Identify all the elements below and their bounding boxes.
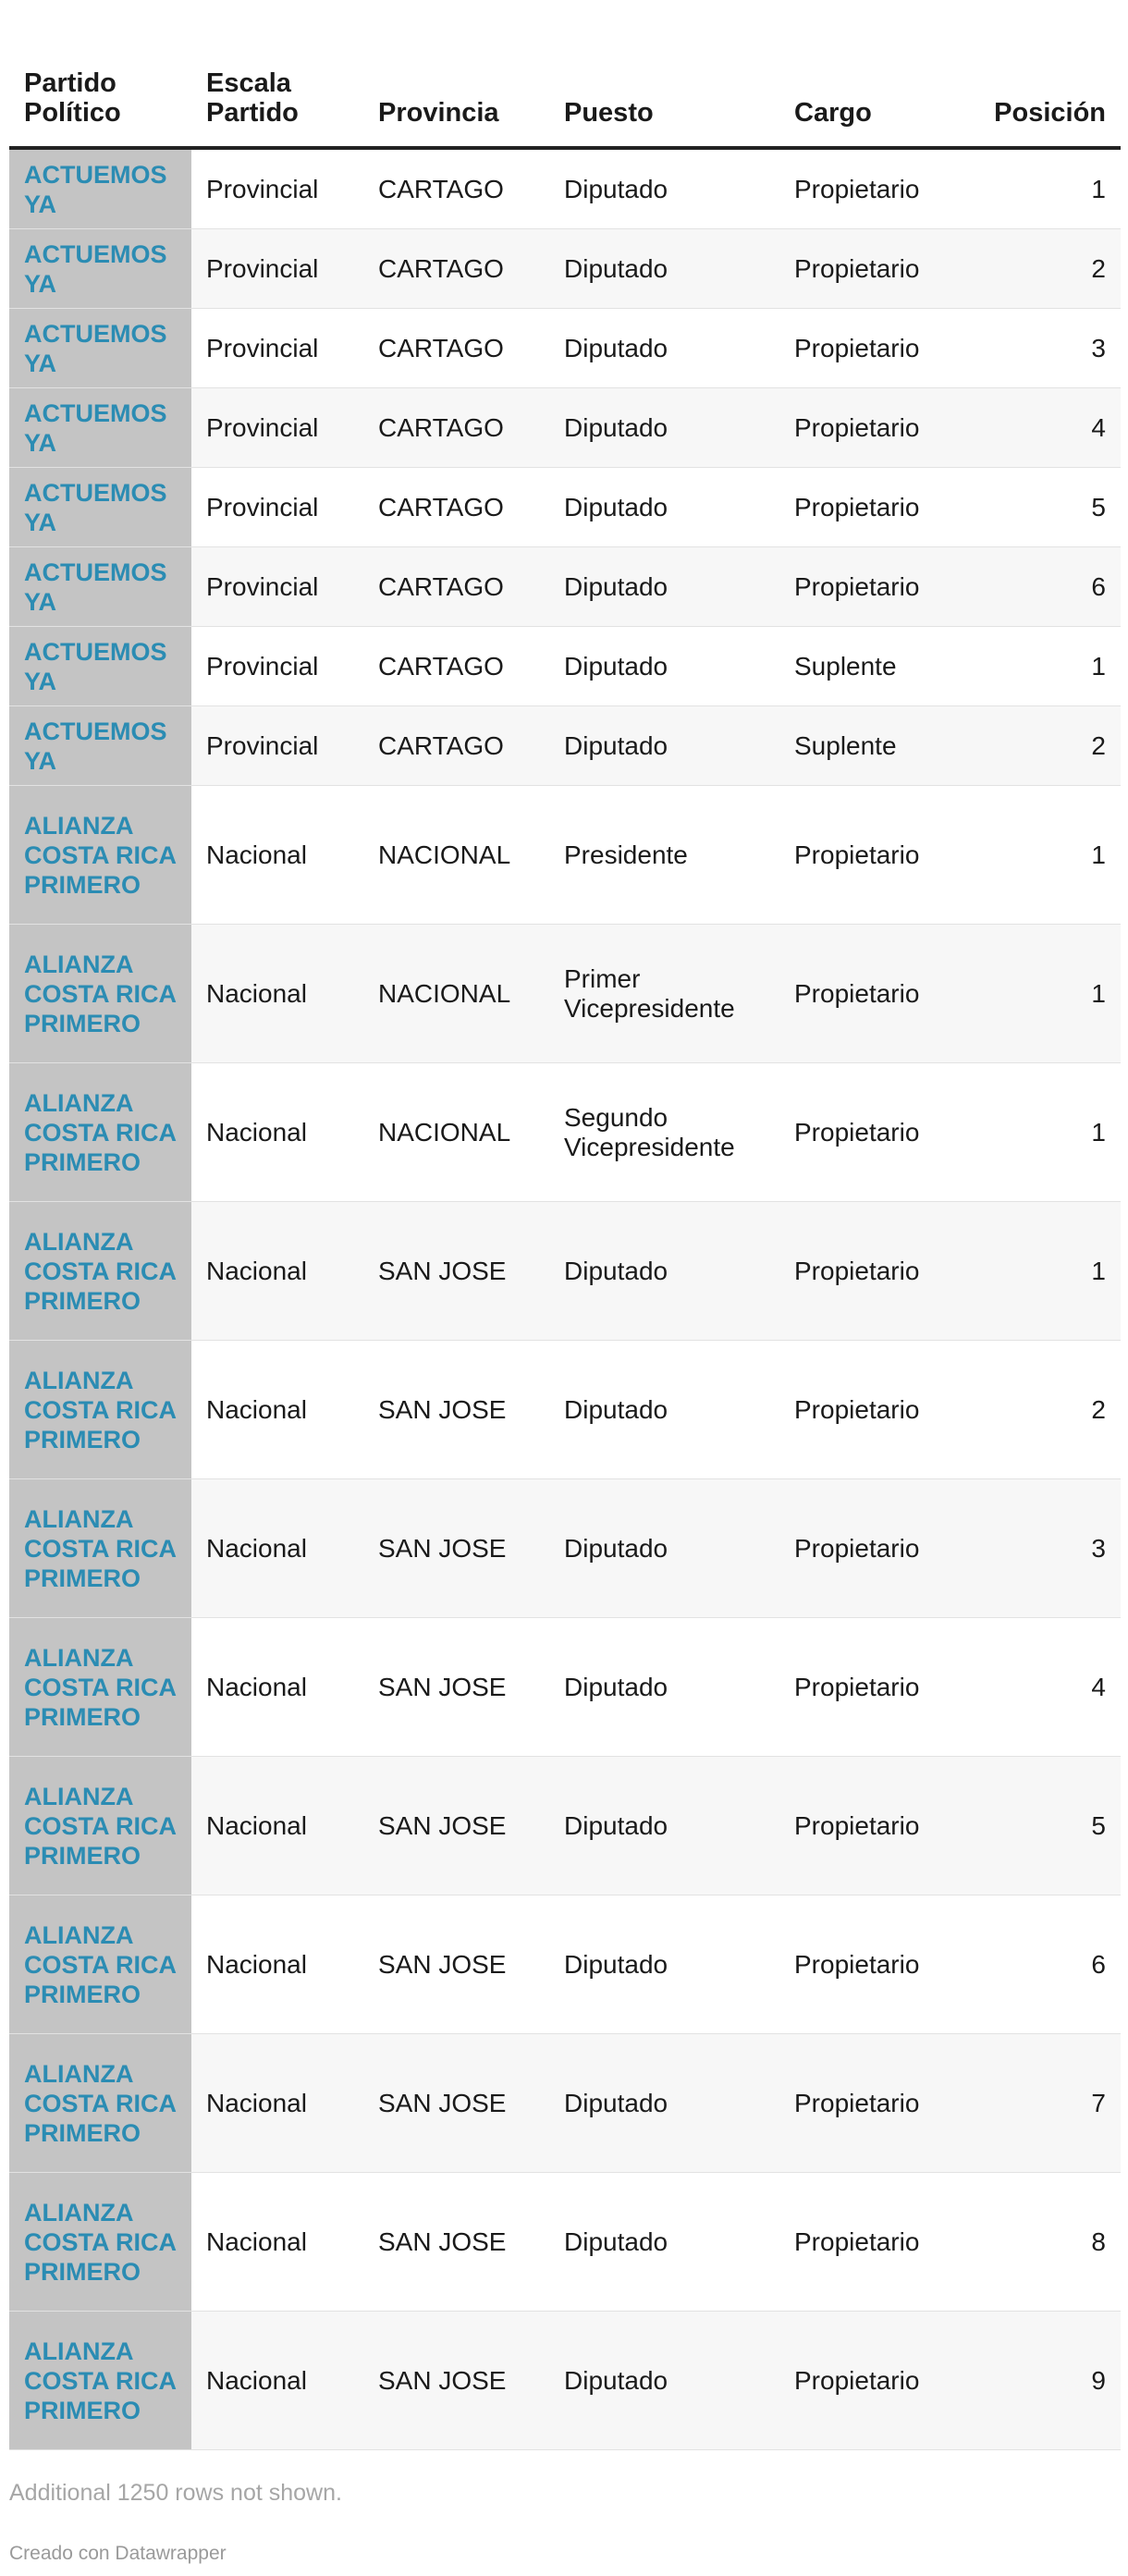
cell-posicion: 1 [962, 627, 1121, 706]
cell-puesto: Diputado [549, 1618, 779, 1757]
cell-puesto: Diputado [549, 547, 779, 627]
cell-cargo: Propietario [779, 547, 962, 627]
cell-partido: ACTUEMOS YA [9, 309, 191, 388]
cell-partido: ACTUEMOS YA [9, 627, 191, 706]
cell-partido: ALIANZA COSTA RICA PRIMERO [9, 925, 191, 1063]
cell-puesto: Diputado [549, 627, 779, 706]
cell-partido: ALIANZA COSTA RICA PRIMERO [9, 1063, 191, 1202]
cell-posicion: 5 [962, 1757, 1121, 1895]
table-row [9, 547, 1121, 627]
cell-provincia: CARTAGO [363, 627, 549, 706]
cell-partido: ACTUEMOS YA [9, 468, 191, 547]
cell-cargo: Propietario [779, 2173, 962, 2312]
cell-posicion: 3 [962, 1479, 1121, 1618]
column-header-posicion[interactable]: Posición [962, 68, 1121, 148]
table-row [9, 468, 1121, 547]
cell-puesto: Diputado [549, 2312, 779, 2450]
cell-cargo: Propietario [779, 2034, 962, 2173]
cell-posicion: 7 [962, 2034, 1121, 2173]
cell-escala: Provincial [191, 148, 363, 229]
cell-escala: Provincial [191, 229, 363, 309]
table-row [9, 1202, 1121, 1341]
cell-posicion: 4 [962, 1618, 1121, 1757]
cell-cargo: Propietario [779, 468, 962, 547]
cell-provincia: NACIONAL [363, 1063, 549, 1202]
table-row [9, 1757, 1121, 1895]
cell-puesto: Diputado [549, 1479, 779, 1618]
column-header-escala[interactable]: Escala Partido [191, 68, 363, 148]
cell-escala: Provincial [191, 309, 363, 388]
cell-posicion: 1 [962, 786, 1121, 925]
cell-puesto: Segundo Vicepresidente [549, 1063, 779, 1202]
cell-partido: ALIANZA COSTA RICA PRIMERO [9, 786, 191, 925]
cell-partido: ALIANZA COSTA RICA PRIMERO [9, 1341, 191, 1479]
cell-puesto: Diputado [549, 1895, 779, 2034]
candidates-table [9, 68, 1121, 2450]
cell-escala: Nacional [191, 1063, 363, 1202]
table-row [9, 706, 1121, 786]
cell-provincia: SAN JOSE [363, 1895, 549, 2034]
cell-cargo: Propietario [779, 1341, 962, 1479]
cell-escala: Provincial [191, 627, 363, 706]
table-row [9, 1618, 1121, 1757]
cell-provincia: SAN JOSE [363, 1757, 549, 1895]
cell-cargo: Propietario [779, 1895, 962, 2034]
cell-cargo: Propietario [779, 1618, 962, 1757]
cell-partido: ALIANZA COSTA RICA PRIMERO [9, 1895, 191, 2034]
cell-escala: Nacional [191, 1341, 363, 1479]
table-body [9, 148, 1121, 2450]
cell-cargo: Propietario [779, 309, 962, 388]
cell-partido: ALIANZA COSTA RICA PRIMERO [9, 2034, 191, 2173]
cell-posicion: 4 [962, 388, 1121, 468]
table-row [9, 2312, 1121, 2450]
cell-provincia: SAN JOSE [363, 2312, 549, 2450]
table-row [9, 229, 1121, 309]
cell-escala: Provincial [191, 468, 363, 547]
cell-provincia: SAN JOSE [363, 1618, 549, 1757]
cell-provincia: CARTAGO [363, 706, 549, 786]
table-row [9, 1063, 1121, 1202]
table-row [9, 2034, 1121, 2173]
cell-cargo: Propietario [779, 388, 962, 468]
cell-escala: Provincial [191, 706, 363, 786]
column-header-puesto[interactable]: Puesto [549, 68, 779, 148]
cell-puesto: Diputado [549, 468, 779, 547]
cell-provincia: CARTAGO [363, 229, 549, 309]
cell-puesto: Diputado [549, 1757, 779, 1895]
cell-cargo: Suplente [779, 706, 962, 786]
cell-escala: Nacional [191, 2312, 363, 2450]
cell-cargo: Propietario [779, 229, 962, 309]
cell-escala: Nacional [191, 925, 363, 1063]
cell-puesto: Diputado [549, 1341, 779, 1479]
table-row [9, 148, 1121, 229]
cell-partido: ALIANZA COSTA RICA PRIMERO [9, 1479, 191, 1618]
cell-provincia: SAN JOSE [363, 1341, 549, 1479]
cell-posicion: 1 [962, 1202, 1121, 1341]
cell-partido: ALIANZA COSTA RICA PRIMERO [9, 2312, 191, 2450]
cell-posicion: 3 [962, 309, 1121, 388]
table-row [9, 2173, 1121, 2312]
cell-puesto: Diputado [549, 706, 779, 786]
cell-partido: ACTUEMOS YA [9, 706, 191, 786]
cell-escala: Provincial [191, 388, 363, 468]
cell-posicion: 5 [962, 468, 1121, 547]
cell-escala: Nacional [191, 1202, 363, 1341]
cell-partido: ACTUEMOS YA [9, 547, 191, 627]
cell-puesto: Diputado [549, 309, 779, 388]
data-table-container [9, 68, 1121, 2450]
cell-provincia: CARTAGO [363, 468, 549, 547]
cell-posicion: 1 [962, 148, 1121, 229]
cell-cargo: Suplente [779, 627, 962, 706]
table-row [9, 1895, 1121, 2034]
cell-cargo: Propietario [779, 786, 962, 925]
cell-provincia: CARTAGO [363, 148, 549, 229]
cell-puesto: Diputado [549, 388, 779, 468]
cell-provincia: NACIONAL [363, 786, 549, 925]
cell-posicion: 8 [962, 2173, 1121, 2312]
table-row [9, 925, 1121, 1063]
table-row [9, 1341, 1121, 1479]
cell-escala: Nacional [191, 2034, 363, 2173]
table-row [9, 627, 1121, 706]
cell-puesto: Diputado [549, 2173, 779, 2312]
cell-provincia: SAN JOSE [363, 2173, 549, 2312]
cell-cargo: Propietario [779, 2312, 962, 2450]
cell-posicion: 6 [962, 1895, 1121, 2034]
cell-partido: ACTUEMOS YA [9, 229, 191, 309]
cell-cargo: Propietario [779, 148, 962, 229]
cell-posicion: 2 [962, 229, 1121, 309]
rows-not-shown-note: Additional 1250 rows not shown. [9, 2480, 342, 2506]
cell-puesto: Diputado [549, 2034, 779, 2173]
cell-provincia: SAN JOSE [363, 2034, 549, 2173]
cell-provincia: CARTAGO [363, 309, 549, 388]
cell-puesto: Primer Vicepresidente [549, 925, 779, 1063]
cell-partido: ALIANZA COSTA RICA PRIMERO [9, 1618, 191, 1757]
cell-provincia: SAN JOSE [363, 1479, 549, 1618]
cell-partido: ALIANZA COSTA RICA PRIMERO [9, 1202, 191, 1341]
cell-provincia: CARTAGO [363, 388, 549, 468]
table-header-row [9, 68, 1121, 148]
cell-posicion: 9 [962, 2312, 1121, 2450]
cell-puesto: Diputado [549, 1202, 779, 1341]
cell-partido: ALIANZA COSTA RICA PRIMERO [9, 1757, 191, 1895]
cell-escala: Nacional [191, 786, 363, 925]
cell-posicion: 1 [962, 1063, 1121, 1202]
cell-puesto: Presidente [549, 786, 779, 925]
cell-partido: ACTUEMOS YA [9, 148, 191, 229]
cell-cargo: Propietario [779, 925, 962, 1063]
column-header-partido[interactable]: Partido Político [9, 68, 191, 148]
datawrapper-credit: Creado con Datawrapper [9, 2543, 227, 2564]
table-row [9, 1479, 1121, 1618]
cell-posicion: 2 [962, 706, 1121, 786]
cell-escala: Nacional [191, 1895, 363, 2034]
cell-partido: ALIANZA COSTA RICA PRIMERO [9, 2173, 191, 2312]
cell-escala: Nacional [191, 1479, 363, 1618]
cell-cargo: Propietario [779, 1757, 962, 1895]
cell-cargo: Propietario [779, 1202, 962, 1341]
cell-escala: Nacional [191, 2173, 363, 2312]
cell-puesto: Diputado [549, 229, 779, 309]
column-header-provincia[interactable]: Provincia [363, 68, 549, 148]
cell-cargo: Propietario [779, 1479, 962, 1618]
table-row [9, 309, 1121, 388]
table-row [9, 388, 1121, 468]
cell-provincia: NACIONAL [363, 925, 549, 1063]
cell-partido: ACTUEMOS YA [9, 388, 191, 468]
cell-posicion: 6 [962, 547, 1121, 627]
cell-cargo: Propietario [779, 1063, 962, 1202]
cell-puesto: Diputado [549, 148, 779, 229]
cell-posicion: 2 [962, 1341, 1121, 1479]
cell-provincia: CARTAGO [363, 547, 549, 627]
table-row [9, 786, 1121, 925]
column-header-cargo[interactable]: Cargo [779, 68, 962, 148]
cell-escala: Nacional [191, 1618, 363, 1757]
cell-escala: Nacional [191, 1757, 363, 1895]
cell-provincia: SAN JOSE [363, 1202, 549, 1341]
cell-escala: Provincial [191, 547, 363, 627]
cell-posicion: 1 [962, 925, 1121, 1063]
